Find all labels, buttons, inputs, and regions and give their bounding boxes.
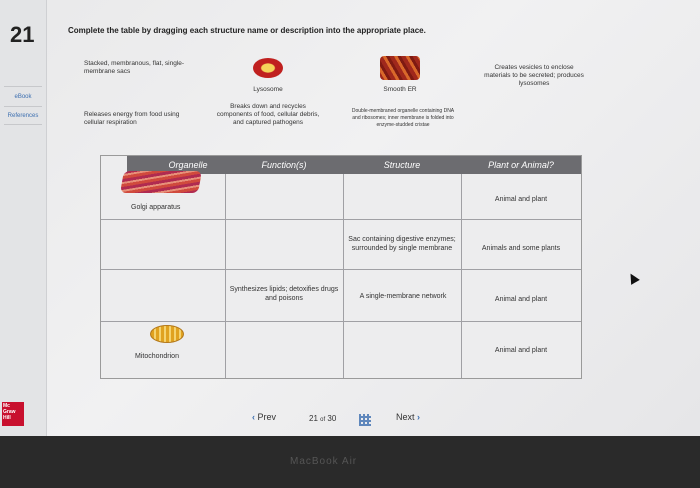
next-button[interactable] [396,412,420,422]
ebook-link[interactable]: eBook [14,94,32,100]
header-functions: Function(s) [225,156,344,174]
publisher-logo: Mc Graw Hill [2,402,24,426]
page-indicator [309,414,336,423]
draggable-chip-double-membraned[interactable]: Double-membraned organelle containing DNA and ribosomes; inner membrane is folded into enzyme-studded cristae [351,108,455,128]
cell-row1-plant-animal: Animal and plant [494,196,548,203]
drop-zone-row4-structure[interactable] [343,321,461,378]
golgi-apparatus-image[interactable] [120,171,202,193]
cell-row4-plant-animal: Animal and plant [494,347,548,354]
drop-zone-row2-organelle[interactable] [127,219,225,269]
prev-label: Prev [257,412,277,422]
cell-row3-structure: A single-membrane network [359,293,447,300]
draggable-chip-smooth-er[interactable]: Smooth ER [383,86,417,93]
references-link[interactable]: References [7,113,39,119]
cell-row3-function: Synthesizes lipids; detoxifies drugs and poisons [229,286,339,302]
draggable-chip-creates-vesicles[interactable]: Creates vesicles to enclose materials to be secreted; produces lysosomes [484,64,584,87]
draggable-chip-stacked-membranous[interactable]: Stacked, membranous, flat, single-membrane sacs [84,60,185,75]
cell-row4-organelle: Mitochondrion [135,353,179,360]
drop-zone-row3-organelle[interactable] [127,269,225,321]
draggable-chip-breaks-down[interactable]: Breaks down and recycles components of food, cellular debris, and captured pathogens [216,103,320,126]
chevron-right-icon: › [417,412,421,422]
instruction-text: Complete the table by dragging each structure name or description into the appropriate place. [68,26,426,35]
device-label: MacBook Air [290,456,358,467]
next-label: Next [396,412,415,422]
cell-row1-organelle: Golgi apparatus [131,204,181,211]
divider [4,86,42,87]
chevron-left-icon: ‹ [252,412,255,422]
column-divider [461,174,462,378]
question-grid-icon[interactable] [359,414,371,426]
page-of: of [320,417,326,423]
header-structure: Structure [343,156,462,174]
drop-zone-row2-function[interactable] [225,219,343,269]
cell-row2-structure: Sac containing digestive enzymes; surrounded by single membrane [348,236,456,252]
drop-zone-row1-structure[interactable] [343,174,461,219]
page-current: 21 [309,414,318,423]
drop-zone-row1-function[interactable] [225,174,343,219]
mouse-cursor-icon [626,271,640,285]
question-number: 21 [10,22,35,47]
drop-zone-row4-function[interactable] [225,321,343,378]
mitochondrion-image[interactable] [150,325,184,343]
smooth-er-image[interactable] [380,56,420,80]
prev-button[interactable] [252,412,276,422]
header-organelle: Organelle [127,156,250,174]
left-sidebar [0,0,47,436]
header-plant-or-animal: Plant or Animal? [461,156,581,174]
draggable-chip-lysosome[interactable]: Lysosome [253,86,283,93]
cell-row2-plant-animal: Animals and some plants [481,245,561,252]
divider [4,106,42,107]
draggable-chip-releases-energy[interactable]: Releases energy from food using cellular respiration [84,111,180,126]
page-total: 30 [327,414,337,423]
cell-row3-plant-animal: Animal and plant [494,296,548,303]
divider [4,124,42,125]
lysosome-image[interactable] [253,58,283,78]
